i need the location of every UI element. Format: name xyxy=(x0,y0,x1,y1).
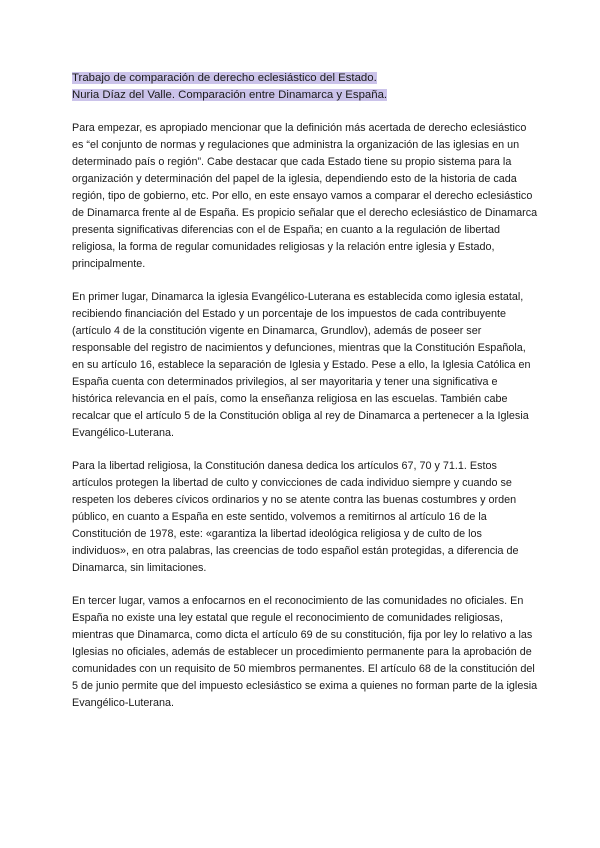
document-heading xyxy=(72,70,540,104)
paragraph-introduction: Para empezar, es apropiado mencionar que la definición más acertada de derecho eclesiástico es “el conjunto de normas y regulaciones que administra la organización de las iglesias en un determinado país o región”. Cabe destacar que cada Estado tiene su propio sistema para la organización y determinación del papel de la iglesia, dependiendo esto de la historia de cada región, tipo de gobierno, etc. Por ello, en este ensayo vamos a comparar el derecho eclesiástico de Dinamarca frente al de España. Es propicio señalar que el derecho eclesiástico de Dinamarca presenta significativas diferencias con el de España; en cuanto a la regulación de libertad religiosa, la forma de regular comunidades religiosas y la relación entre iglesia y Estado, principalmente. xyxy=(72,122,538,270)
paragraph-church-state: En primer lugar, Dinamarca la iglesia Evangélico-Luterana es establecida como iglesia estatal, recibiendo financiación del Estado y un porcentaje de los impuestos de cada contribuyente (artículo 4 de la constitución vigente en Dinamarca, Grundlov), además de poseer ser responsable del registro de nacimientos y defunciones, mientras que la Constitución Española, en su artículo 16, establece la separación de Iglesia y Estado. Pese a ello, la Iglesia Católica en España cuenta con determinados privilegios, al ser mayoritaria y tener una significativa e histórica relevancia en el país, como la enseñanza religiosa en las escuelas. También cabe recalcar que el artículo 5 de la Constitución obliga al rey de Dinamarca a pertenecer a la Iglesia Evangélico-Luterana. xyxy=(72,291,531,439)
paragraph-unofficial-communities: En tercer lugar, vamos a enfocarnos en el reconocimiento de las comunidades no oficiales. En España no existe una ley estatal que regule el reconocimiento de comunidades religiosas, mientras que Dinamarca, como dicta el artículo 69 de su constitución, fija por ley lo relativo a las Iglesias no oficiales, además de establecer un procedimiento permanente para la aprobación de comunidades con un requisito de 50 miembros permanentes. El artículo 68 de la constitución del 5 de junio permite que del impuesto eclesiástico se exima a quienes no forman parte de la iglesia Evangélico-Luterana. xyxy=(72,595,538,709)
paragraph-religious-freedom: Para la libertad religiosa, la Constitución danesa dedica los artículos 67, 70 y 71.1. Estos artículos protegen la libertad de culto y convicciones de cada individuo siempre y cuando se respeten los deberes cívicos ordinarios y no se atente contra las buenas costumbres y orden público, en cuanto a España en este sentido, volvemos a remitirnos al artículo 16 de la Constitución de 1978, este: «garantiza la libertad ideológica religiosa y de culto de los individuos», en otra palabras, las creencias de todo español están protegidas, a diferencia de Dinamarca, sin limitaciones. xyxy=(72,460,519,574)
document-subtitle: Nuria Díaz del Valle. Comparación entre Dinamarca y España. xyxy=(72,89,388,101)
document-title: Trabajo de comparación de derecho eclesiástico del Estado. xyxy=(72,72,377,84)
